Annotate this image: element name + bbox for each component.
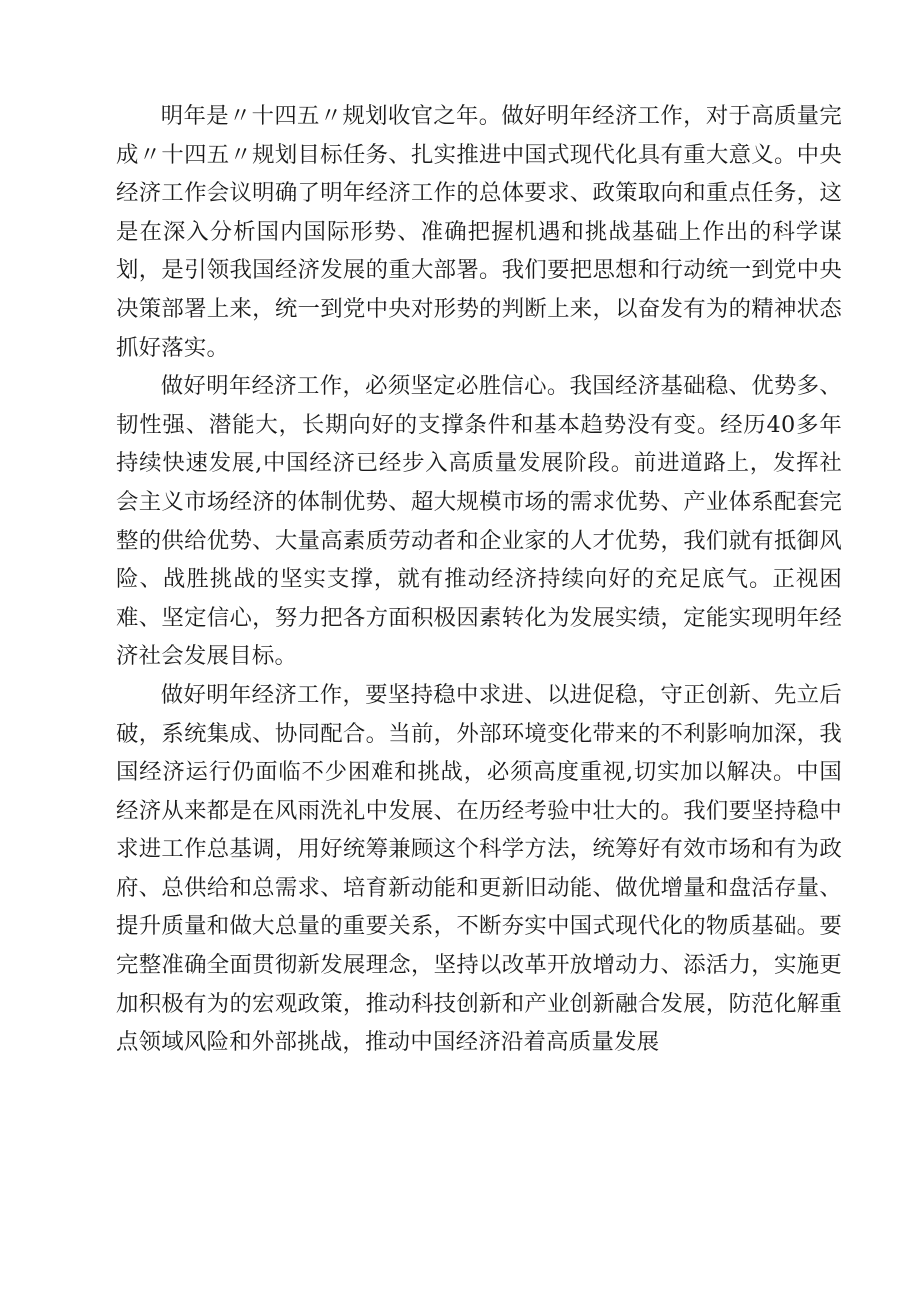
paragraph-2: 做好明年经济工作，必须坚定必胜信心。我国经济基础稳、优势多、韧性强、潜能大，长期向好的支撑条件和基本趋势没有变。经历40多年持续快速发展,中国经济已经步入高质量发展阶段。前进道路上，发挥社会主义市场经济的体制优势、超大规模市场的需求优势、产业体系配套完整的供给优势、大量高素质劳动者和企业家的人才优势，我们就有抵御风险、战胜挑战的坚实支撑，就有推动经济持续向好的充足底气。正视困难、坚定信心，努力把各方面积极因素转化为发展实绩，定能实现明年经济社会发展目标。 (116, 373, 842, 670)
paragraph-1: 明年是〃十四五〃规划收官之年。做好明年经济工作，对于高质量完成〃十四五〃规划目标任务、扎实推进中国式现代化具有重大意义。中央经济工作会议明确了明年经济工作的总体要求、政策取向和重点任务，这是在深入分析国内国际形势、准确把握机遇和挑战基础上作出的科学谋划，是引领我国经济发展的重大部署。我们要把思想和行动统一到党中央决策部署上来，统一到党中央对形势的判断上来，以奋发有为的精神状态抓好落实。 (116, 103, 842, 361)
document-body (116, 97, 842, 1062)
paragraph-3: 做好明年经济工作，要坚持稳中求进、以进促稳，守正创新、先立后破，系统集成、协同配合。当前，外部环境变化带来的不利影响加深，我国经济运行仍面临不少困难和挑战，必须高度重视,切实加以解决。中国经济从来都是在风雨洗礼中发展、在历经考验中壮大的。我们要坚持稳中求进工作总基调，用好统筹兼顾这个科学方法，统筹好有效市场和有为政府、总供给和总需求、培育新动能和更新旧动能、做优增量和盘活存量、提升质量和做大总量的重要关系，不断夯实中国式现代化的物质基础。要完整准确全面贯彻新发展理念，坚持以改革开放增动力、添活力，实施更加积极有为的宏观政策，推动科技创新和产业创新融合发展，防范化解重点领域风险和外部挑战，推动中国经济沿着高质量发展 (116, 681, 842, 1056)
